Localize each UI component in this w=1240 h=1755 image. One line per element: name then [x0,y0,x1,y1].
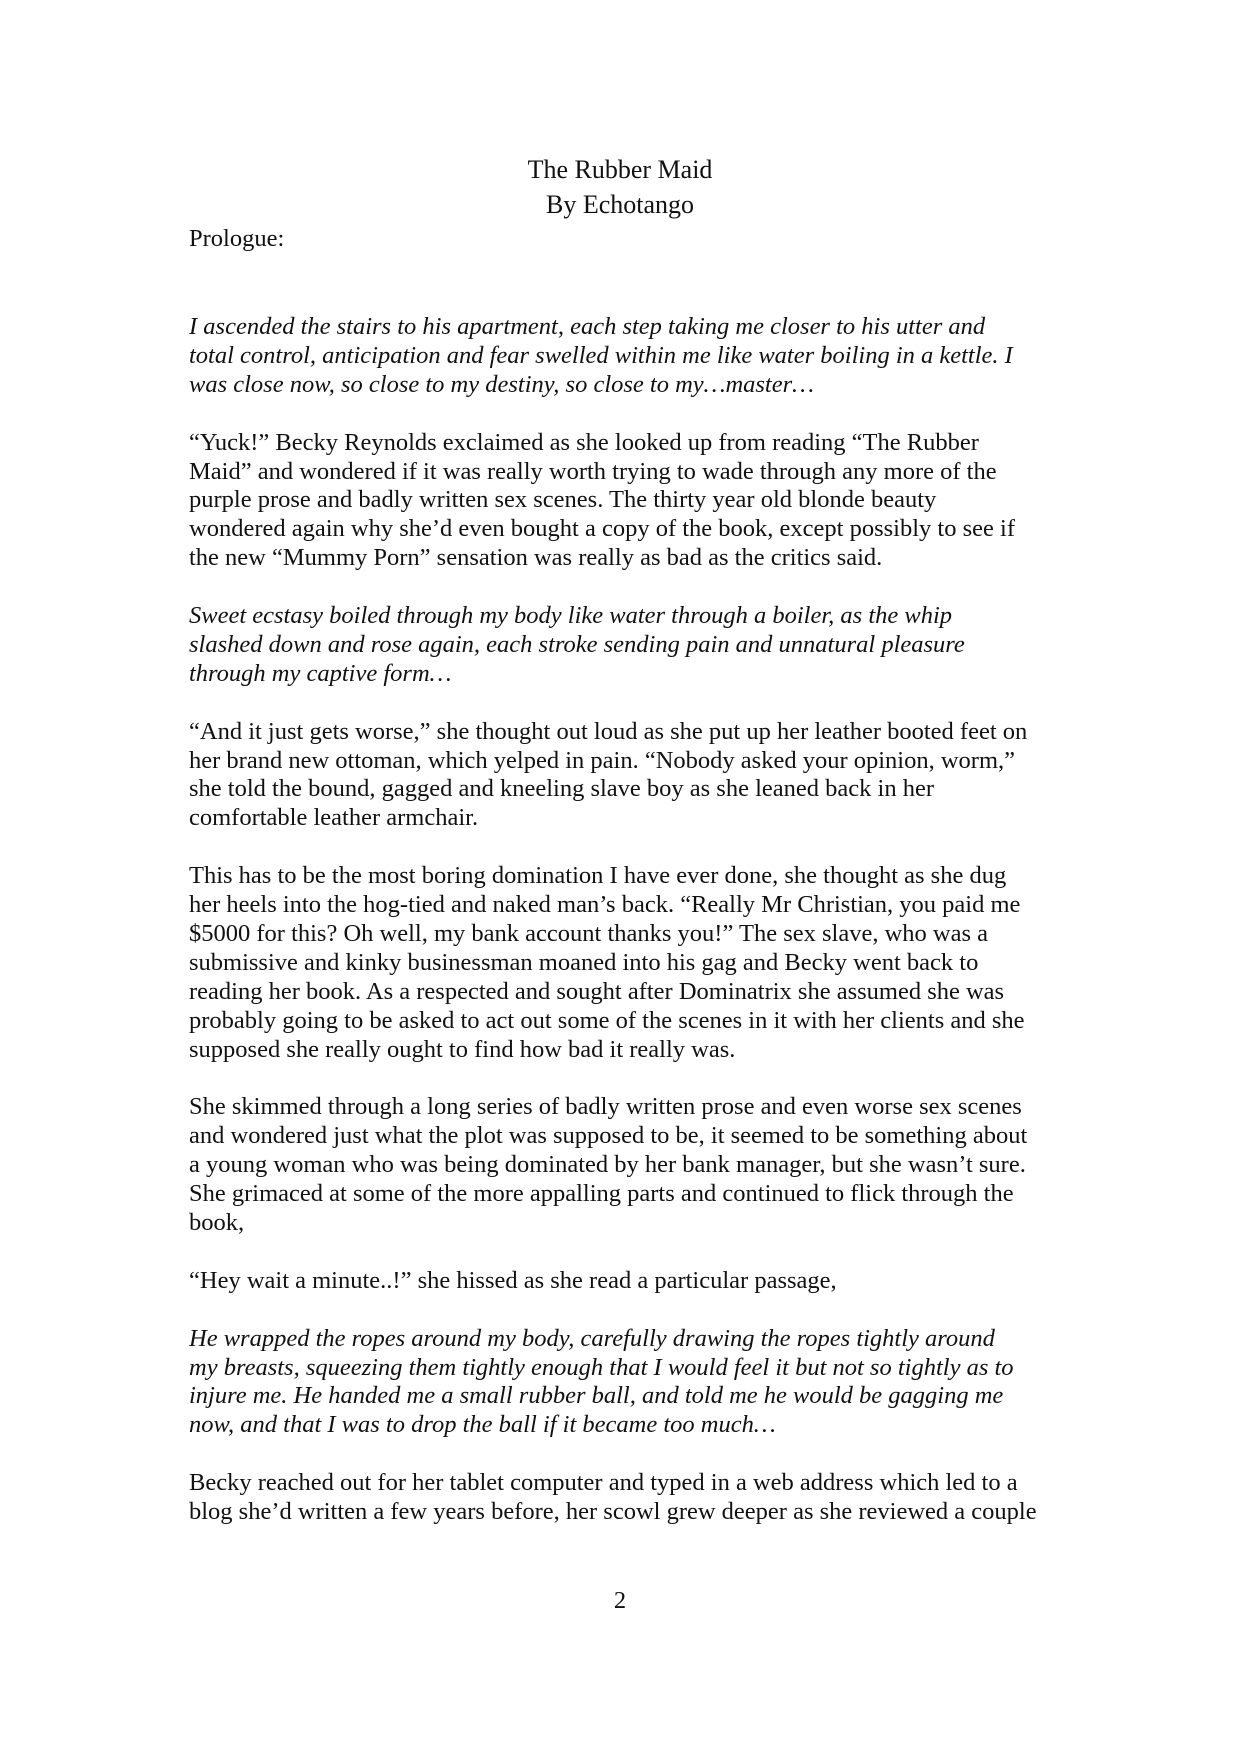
section-heading: Prologue: [189,225,285,252]
paragraph [189,1093,1089,1238]
text-line: her heels into the hog-tied and naked man’s back. “Really Mr Christian, you paid me [189,891,1021,919]
text-line: I ascended the stairs to his apartment, each step taking me closer to his utter and [189,313,986,340]
text-line: injure me. He handed me a small rubber ball, and told me he would be gagging me [189,1382,1004,1410]
text-line: blog she’d written a few years before, her scowl grew deeper as she reviewed a couple [189,1498,1037,1526]
text-line: “Hey wait a minute..!” she hissed as she read a particular passage, [189,1266,837,1294]
text-line: the new “Mummy Porn” sensation was really as bad as the critics said. [189,544,883,572]
title-block [0,152,1240,222]
text-line: a young woman who was being dominated by her bank manager, but she wasn’t sure. [189,1151,1026,1179]
text-line: her brand new ottoman, which yelped in pain. “Nobody asked your opinion, worm,” [189,746,1016,774]
text-line: probably going to be asked to act out some of the scenes in it with her clients and she [189,1006,1025,1034]
text-line: He wrapped the ropes around my body, carefully drawing the ropes tightly around [189,1324,995,1352]
text-line: she told the bound, gagged and kneeling slave boy as she leaned back in her [189,775,934,803]
text-line: Sweet ecstasy boiled through my body like water through a boiler, as the whip [189,602,953,630]
text-line: This has to be the most boring domination I have ever done, she thought as she dug [189,862,1007,890]
text-line: comfortable leather armchair. [189,804,479,832]
page-number: 2 [613,1587,627,1614]
body-text [189,313,1089,1556]
text-line: She grimaced at some of the more appalling parts and continued to flick through the [189,1180,1014,1208]
text-line: was close now, so close to my destiny, so close to my…master… [189,370,814,398]
text-line: slashed down and rose again, each stroke sending pain and unnatural pleasure [189,630,965,658]
paragraph [189,862,1089,1064]
paragraph [189,718,1089,834]
text-line: Becky reached out for her tablet computer and typed in a web address which led to a [189,1469,1018,1497]
text-line: total control, anticipation and fear swelled within me like water boiling in a kettle. I [189,341,1013,369]
document-title: The Rubber Maid [527,155,713,184]
text-line: She skimmed through a long series of badly written prose and even worse sex scenes [189,1093,1022,1121]
text-line: submissive and kinky businessman moaned into his gag and Becky went back to [189,948,979,976]
paragraph [189,1267,1089,1296]
text-line: Maid” and wondered if it was really worth trying to wade through any more of the [189,457,997,485]
italic-excerpt-paragraph [189,313,1089,400]
text-line: $5000 for this? Oh well, my bank account thanks you!” The sex slave, who was a [189,919,989,947]
text-line: wondered again why she’d even bought a copy of the book, except possibly to see if [189,515,1015,543]
text-line: reading her book. As a respected and sought after Dominatrix she assumed she was [189,977,1005,1005]
text-line: and wondered just what the plot was supposed to be, it seemed to be something about [189,1122,1028,1150]
italic-excerpt-paragraph [189,602,1089,689]
document-author: By Echotango [545,190,695,219]
paragraph [189,429,1089,574]
text-line: purple prose and badly written sex scenes. The thirty year old blonde beauty [189,486,937,514]
italic-excerpt-paragraph [189,1325,1089,1441]
text-line: through my captive form… [189,659,452,687]
text-line: my breasts, squeezing them tightly enough that I would feel it but not so tightly as to [189,1353,1014,1381]
text-line: supposed she really ought to find how bad it really was. [189,1035,736,1063]
text-line: “Yuck!” Becky Reynolds exclaimed as she looked up from reading “The Rubber [189,428,979,456]
text-line: “And it just gets worse,” she thought out loud as she put up her leather booted feet on [189,717,1028,745]
text-line: book, [189,1209,245,1237]
paragraph [189,1469,1089,1527]
text-line: now, and that I was to drop the ball if it became too much… [189,1411,776,1439]
